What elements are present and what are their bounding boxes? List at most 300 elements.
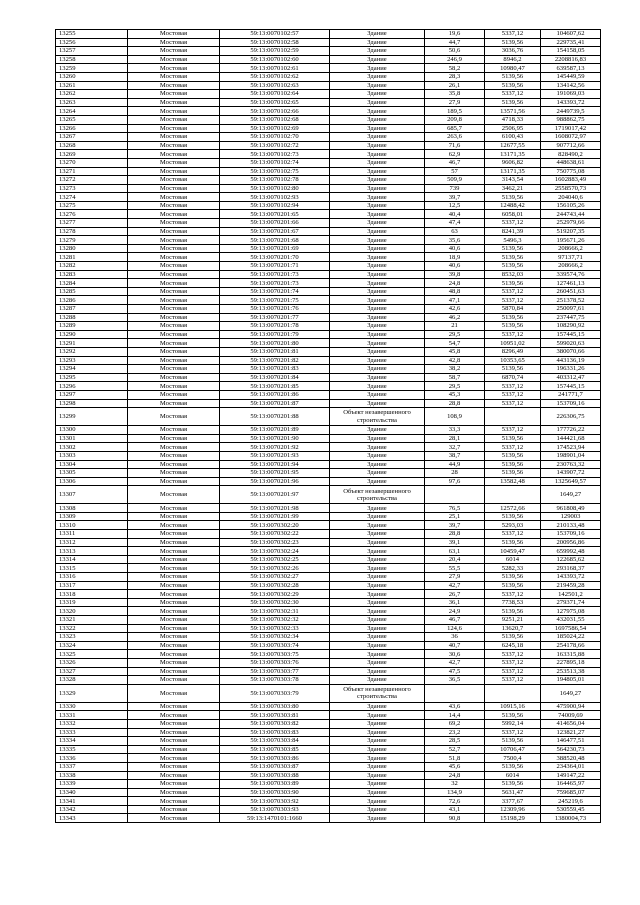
- area-cell: 27,9: [425, 98, 485, 107]
- cadastral-number-cell: 59:13:0070303:81: [220, 711, 330, 720]
- cadastral-number-cell: 59:13:0070302:29: [220, 590, 330, 599]
- row-number-cell: 13279: [56, 236, 128, 245]
- object-type-cell: Здание: [330, 287, 425, 296]
- street-name-cell: Мостовая: [128, 564, 220, 573]
- cadastral-number-cell: 59:13:0070102:94: [220, 201, 330, 210]
- cadastral-number-cell: 59:13:0070201:97: [220, 486, 330, 504]
- cadastral-value-cell: 97137,71: [541, 253, 601, 262]
- row-number-cell: 13338: [56, 771, 128, 780]
- row-number-cell: 13270: [56, 158, 128, 167]
- street-name-cell: Мостовая: [128, 210, 220, 219]
- object-type-cell: Здание: [330, 598, 425, 607]
- unit-cost-cell: 8296,49: [485, 347, 541, 356]
- cadastral-value-cell: 1325649,57: [541, 477, 601, 486]
- street-name-cell: Мостовая: [128, 719, 220, 728]
- object-type-cell: Здание: [330, 745, 425, 754]
- street-name-cell: Мостовая: [128, 658, 220, 667]
- street-name-cell: Мостовая: [128, 107, 220, 116]
- cadastral-value-cell: 252979,66: [541, 219, 601, 228]
- table-row: [56, 270, 601, 279]
- cadastral-number-cell: 59:13:0070303:87: [220, 762, 330, 771]
- unit-cost-cell: 5496,3: [485, 236, 541, 245]
- cadastral-number-cell: 59:13:0070302:31: [220, 607, 330, 616]
- area-cell: 21: [425, 322, 485, 331]
- unit-cost-cell: 10459,47: [485, 547, 541, 556]
- cadastral-value-cell: 380070,66: [541, 347, 601, 356]
- row-number-cell: 13317: [56, 581, 128, 590]
- table-row: [56, 158, 601, 167]
- object-type-cell: Здание: [330, 390, 425, 399]
- street-name-cell: Мостовая: [128, 81, 220, 90]
- object-type-cell: Здание: [330, 72, 425, 81]
- unit-cost-cell: 13582,48: [485, 477, 541, 486]
- street-name-cell: Мостовая: [128, 399, 220, 408]
- area-cell: 124,6: [425, 624, 485, 633]
- object-type-cell: Здание: [330, 573, 425, 582]
- cadastral-number-cell: 59:13:0070102:60: [220, 55, 330, 64]
- cadastral-number-cell: 59:13:0070102:69: [220, 124, 330, 133]
- row-number-cell: 13307: [56, 486, 128, 504]
- street-name-cell: Мостовая: [128, 633, 220, 642]
- object-type-cell: Здание: [330, 115, 425, 124]
- unit-cost-cell: 6245,18: [485, 641, 541, 650]
- cadastral-number-cell: 59:13:0070201:95: [220, 469, 330, 478]
- cadastral-value-cell: 1649,27: [541, 684, 601, 702]
- unit-cost-cell: 5337,12: [485, 399, 541, 408]
- table-row: [56, 624, 601, 633]
- area-cell: 12,5: [425, 201, 485, 210]
- object-type-cell: Здание: [330, 477, 425, 486]
- table-row: [56, 667, 601, 676]
- cadastral-value-cell: 226306,75: [541, 408, 601, 426]
- unit-cost-cell: 5870,84: [485, 305, 541, 314]
- unit-cost-cell: 5139,56: [485, 607, 541, 616]
- table-row: [56, 598, 601, 607]
- object-type-cell: Здание: [330, 30, 425, 39]
- row-number-cell: 13328: [56, 676, 128, 685]
- table-row: [56, 124, 601, 133]
- object-type-cell: Здание: [330, 762, 425, 771]
- cadastral-value-cell: 156105,26: [541, 201, 601, 210]
- area-cell: 28,8: [425, 530, 485, 539]
- cadastral-number-cell: 59:13:0070201:78: [220, 322, 330, 331]
- table-row: [56, 745, 601, 754]
- object-type-cell: Здание: [330, 650, 425, 659]
- area-cell: 97,6: [425, 477, 485, 486]
- area-cell: 35,8: [425, 90, 485, 99]
- street-name-cell: Мостовая: [128, 64, 220, 73]
- street-name-cell: Мостовая: [128, 504, 220, 513]
- cadastral-number-cell: 59:13:0070102:58: [220, 38, 330, 47]
- area-cell: 42,8: [425, 356, 485, 365]
- street-name-cell: Мостовая: [128, 771, 220, 780]
- table-row: [56, 702, 601, 711]
- table-row: [56, 115, 601, 124]
- row-number-cell: 13341: [56, 797, 128, 806]
- row-number-cell: 13322: [56, 624, 128, 633]
- table-row: [56, 573, 601, 582]
- cadastral-value-cell: 448638,61: [541, 158, 601, 167]
- street-name-cell: Мостовая: [128, 330, 220, 339]
- unit-cost-cell: 13171,35: [485, 167, 541, 176]
- object-type-cell: Здание: [330, 141, 425, 150]
- table-row: [56, 814, 601, 823]
- street-name-cell: Мостовая: [128, 339, 220, 348]
- row-number-cell: 13336: [56, 754, 128, 763]
- row-number-cell: 13326: [56, 658, 128, 667]
- row-number-cell: 13269: [56, 150, 128, 159]
- cadastral-value-cell: 388520,48: [541, 754, 601, 763]
- area-cell: 50,6: [425, 47, 485, 56]
- cadastral-value-cell: 185024,22: [541, 633, 601, 642]
- unit-cost-cell: 12309,96: [485, 805, 541, 814]
- row-number-cell: 13310: [56, 521, 128, 530]
- table-row: [56, 55, 601, 64]
- table-row: [56, 460, 601, 469]
- unit-cost-cell: 10915,16: [485, 702, 541, 711]
- table-row: [56, 676, 601, 685]
- unit-cost-cell: 5337,12: [485, 667, 541, 676]
- cadastral-value-cell: 163315,88: [541, 650, 601, 659]
- object-type-cell: Здание: [330, 805, 425, 814]
- row-number-cell: 13290: [56, 330, 128, 339]
- table-row: [56, 347, 601, 356]
- cadastral-number-cell: 59:13:0070303:88: [220, 771, 330, 780]
- table-row: [56, 512, 601, 521]
- cadastral-number-cell: 59:13:0070201:92: [220, 443, 330, 452]
- table-row: [56, 547, 601, 556]
- object-type-cell: Здание: [330, 667, 425, 676]
- cadastral-value-cell: 2558570,73: [541, 184, 601, 193]
- cadastral-number-cell: 59:13:0070201:87: [220, 399, 330, 408]
- street-name-cell: Мостовая: [128, 486, 220, 504]
- object-type-cell: Здание: [330, 633, 425, 642]
- cadastral-number-cell: 59:13:0070201:69: [220, 244, 330, 253]
- object-type-cell: Здание: [330, 313, 425, 322]
- row-number-cell: 13275: [56, 201, 128, 210]
- row-number-cell: 13257: [56, 47, 128, 56]
- cadastral-number-cell: 59:13:0070201:88: [220, 408, 330, 426]
- cadastral-value-cell: 639587,13: [541, 64, 601, 73]
- cadastral-value-cell: 759685,07: [541, 788, 601, 797]
- area-cell: 39,7: [425, 193, 485, 202]
- area-cell: 29,5: [425, 382, 485, 391]
- unit-cost-cell: 3143,54: [485, 176, 541, 185]
- area-cell: 24,8: [425, 279, 485, 288]
- object-type-cell: Здание: [330, 460, 425, 469]
- table-row: [56, 719, 601, 728]
- street-name-cell: Мостовая: [128, 477, 220, 486]
- area-cell: 71,6: [425, 141, 485, 150]
- cadastral-number-cell: 59:13:0070201:77: [220, 313, 330, 322]
- street-name-cell: Мостовая: [128, 167, 220, 176]
- unit-cost-cell: 5139,56: [485, 633, 541, 642]
- unit-cost-cell: 5139,56: [485, 262, 541, 271]
- object-type-cell: Здание: [330, 711, 425, 720]
- table-row: [56, 564, 601, 573]
- unit-cost-cell: 5337,12: [485, 443, 541, 452]
- unit-cost-cell: 5139,56: [485, 762, 541, 771]
- row-number-cell: 13284: [56, 279, 128, 288]
- row-number-cell: 13273: [56, 184, 128, 193]
- table-row: [56, 279, 601, 288]
- unit-cost-cell: 5139,56: [485, 365, 541, 374]
- table-row: [56, 426, 601, 435]
- area-cell: 25,1: [425, 512, 485, 521]
- unit-cost-cell: 5139,56: [485, 711, 541, 720]
- table-row: [56, 477, 601, 486]
- object-type-cell: Здание: [330, 399, 425, 408]
- row-number-cell: 13286: [56, 296, 128, 305]
- unit-cost-cell: 5139,56: [485, 581, 541, 590]
- area-cell: 63,1: [425, 547, 485, 556]
- table-row: [56, 30, 601, 39]
- object-type-cell: Здание: [330, 38, 425, 47]
- object-type-cell: Здание: [330, 236, 425, 245]
- object-type-cell: Здание: [330, 658, 425, 667]
- street-name-cell: Мостовая: [128, 47, 220, 56]
- cadastral-number-cell: 59:13:0070201:75: [220, 296, 330, 305]
- area-cell: 36,1: [425, 598, 485, 607]
- cadastral-value-cell: 144421,68: [541, 434, 601, 443]
- unit-cost-cell: 5337,12: [485, 90, 541, 99]
- row-number-cell: 13333: [56, 728, 128, 737]
- area-cell: 189,5: [425, 107, 485, 116]
- unit-cost-cell: 15198,29: [485, 814, 541, 823]
- unit-cost-cell: 5337,12: [485, 590, 541, 599]
- cadastral-number-cell: 59:13:0070102:75: [220, 167, 330, 176]
- row-number-cell: 13274: [56, 193, 128, 202]
- street-name-cell: Мостовая: [128, 184, 220, 193]
- cadastral-value-cell: 2449739,5: [541, 107, 601, 116]
- cadastral-value-cell: 143393,72: [541, 573, 601, 582]
- object-type-cell: Здание: [330, 167, 425, 176]
- cadastral-number-cell: 59:13:0070201:66: [220, 219, 330, 228]
- unit-cost-cell: 5139,56: [485, 193, 541, 202]
- unit-cost-cell: 7500,4: [485, 754, 541, 763]
- unit-cost-cell: 12572,66: [485, 504, 541, 513]
- cadastral-number-cell: 59:13:0070303:83: [220, 728, 330, 737]
- table-row: [56, 193, 601, 202]
- area-cell: 45,6: [425, 762, 485, 771]
- unit-cost-cell: 9606,82: [485, 158, 541, 167]
- area-cell: 58,2: [425, 64, 485, 73]
- cadastral-number-cell: 59:13:0070302:28: [220, 581, 330, 590]
- row-number-cell: 13293: [56, 356, 128, 365]
- cadastral-value-cell: 254178,66: [541, 641, 601, 650]
- row-number-cell: 13267: [56, 133, 128, 142]
- area-cell: 134,9: [425, 788, 485, 797]
- object-type-cell: Здание: [330, 365, 425, 374]
- cadastral-number-cell: 59:13:0070201:73: [220, 279, 330, 288]
- cadastral-number-cell: 59:13:0070102:62: [220, 72, 330, 81]
- unit-cost-cell: 13571,56: [485, 107, 541, 116]
- cadastral-number-cell: 59:13:0070102:64: [220, 90, 330, 99]
- object-type-cell: Здание: [330, 219, 425, 228]
- area-cell: 55,5: [425, 564, 485, 573]
- street-name-cell: Мостовая: [128, 347, 220, 356]
- area-cell: 46,7: [425, 158, 485, 167]
- street-name-cell: Мостовая: [128, 469, 220, 478]
- unit-cost-cell: 5337,12: [485, 658, 541, 667]
- area-cell: 739: [425, 184, 485, 193]
- object-type-cell: Здание: [330, 728, 425, 737]
- street-name-cell: Мостовая: [128, 219, 220, 228]
- unit-cost-cell: [485, 684, 541, 702]
- cadastral-number-cell: 59:13:0070303:82: [220, 719, 330, 728]
- row-number-cell: 13302: [56, 443, 128, 452]
- unit-cost-cell: 10353,65: [485, 356, 541, 365]
- cadastral-value-cell: 134142,56: [541, 81, 601, 90]
- street-name-cell: Мостовая: [128, 780, 220, 789]
- object-type-cell: Здание: [330, 434, 425, 443]
- area-cell: 46,2: [425, 313, 485, 322]
- cadastral-number-cell: 59:13:0070102:72: [220, 141, 330, 150]
- table-row: [56, 684, 601, 702]
- cadastral-value-cell: 123821,27: [541, 728, 601, 737]
- street-name-cell: Мостовая: [128, 426, 220, 435]
- street-name-cell: Мостовая: [128, 443, 220, 452]
- object-type-cell: Здание: [330, 176, 425, 185]
- unit-cost-cell: 5139,56: [485, 434, 541, 443]
- cadastral-number-cell: 59:13:0070102:57: [220, 30, 330, 39]
- unit-cost-cell: 5337,12: [485, 530, 541, 539]
- unit-cost-cell: 5139,56: [485, 460, 541, 469]
- cadastral-value-cell: 174523,94: [541, 443, 601, 452]
- unit-cost-cell: 5139,56: [485, 313, 541, 322]
- street-name-cell: Мостовая: [128, 797, 220, 806]
- unit-cost-cell: 5139,56: [485, 244, 541, 253]
- unit-cost-cell: 5139,56: [485, 279, 541, 288]
- table-row: [56, 771, 601, 780]
- row-number-cell: 13309: [56, 512, 128, 521]
- cadastral-number-cell: 59:13:0070303:90: [220, 788, 330, 797]
- street-name-cell: Мостовая: [128, 279, 220, 288]
- street-name-cell: Мостовая: [128, 201, 220, 210]
- area-cell: 209,8: [425, 115, 485, 124]
- cadastral-number-cell: 59:13:0070201:71: [220, 262, 330, 271]
- street-name-cell: Мостовая: [128, 38, 220, 47]
- area-cell: 43,6: [425, 702, 485, 711]
- cadastral-value-cell: 143393,72: [541, 98, 601, 107]
- object-type-cell: Здание: [330, 262, 425, 271]
- cadastral-number-cell: 59:13:0070302:34: [220, 633, 330, 642]
- street-name-cell: Мостовая: [128, 176, 220, 185]
- cadastral-value-cell: 227895,18: [541, 658, 601, 667]
- table-row: [56, 633, 601, 642]
- table-row: [56, 373, 601, 382]
- street-name-cell: Мостовая: [128, 150, 220, 159]
- object-type-cell: Здание: [330, 754, 425, 763]
- object-type-cell: Здание: [330, 702, 425, 711]
- street-name-cell: Мостовая: [128, 684, 220, 702]
- area-cell: 19,6: [425, 30, 485, 39]
- table-row: [56, 658, 601, 667]
- unit-cost-cell: 6100,43: [485, 133, 541, 142]
- table-row: [56, 339, 601, 348]
- area-cell: 24,9: [425, 607, 485, 616]
- cadastral-value-cell: 200956,86: [541, 538, 601, 547]
- unit-cost-cell: 13620,7: [485, 624, 541, 633]
- row-number-cell: 13300: [56, 426, 128, 435]
- area-cell: 46,7: [425, 616, 485, 625]
- object-type-cell: Здание: [330, 521, 425, 530]
- cadastral-value-cell: 659992,48: [541, 547, 601, 556]
- row-number-cell: 13298: [56, 399, 128, 408]
- street-name-cell: Мостовая: [128, 72, 220, 81]
- table-row: [56, 133, 601, 142]
- cadastral-number-cell: 59:13:0070102:68: [220, 115, 330, 124]
- area-cell: 30,6: [425, 650, 485, 659]
- row-number-cell: 13261: [56, 81, 128, 90]
- cadastral-value-cell: 194805,01: [541, 676, 601, 685]
- cadastral-value-cell: 564230,73: [541, 745, 601, 754]
- street-name-cell: Мостовая: [128, 555, 220, 564]
- area-cell: 36,5: [425, 676, 485, 685]
- unit-cost-cell: 5139,56: [485, 451, 541, 460]
- street-name-cell: Мостовая: [128, 745, 220, 754]
- table-row: [56, 434, 601, 443]
- object-type-cell: Здание: [330, 676, 425, 685]
- unit-cost-cell: 6058,01: [485, 210, 541, 219]
- cadastral-value-cell: 244743,44: [541, 210, 601, 219]
- table-row: [56, 797, 601, 806]
- cadastral-number-cell: 59:13:0070302:30: [220, 598, 330, 607]
- unit-cost-cell: 5337,12: [485, 728, 541, 737]
- area-cell: [425, 684, 485, 702]
- table-row: [56, 451, 601, 460]
- street-name-cell: Мостовая: [128, 236, 220, 245]
- table-row: [56, 330, 601, 339]
- row-number-cell: 13288: [56, 313, 128, 322]
- street-name-cell: Мостовая: [128, 728, 220, 737]
- cadastral-value-cell: 149147,22: [541, 771, 601, 780]
- unit-cost-cell: 5337,12: [485, 219, 541, 228]
- area-cell: 44,9: [425, 460, 485, 469]
- area-cell: 45,8: [425, 347, 485, 356]
- cadastral-value-cell: 195671,26: [541, 236, 601, 245]
- area-cell: 23,2: [425, 728, 485, 737]
- cadastral-number-cell: 59:13:0070302:24: [220, 547, 330, 556]
- cadastral-value-cell: 104607,62: [541, 30, 601, 39]
- table-row: [56, 322, 601, 331]
- cadastral-number-cell: 59:13:0070201:82: [220, 356, 330, 365]
- row-number-cell: 13292: [56, 347, 128, 356]
- cadastral-number-cell: 59:13:0070102:93: [220, 193, 330, 202]
- street-name-cell: Мостовая: [128, 598, 220, 607]
- area-cell: 76,5: [425, 504, 485, 513]
- row-number-cell: 13285: [56, 287, 128, 296]
- street-name-cell: Мостовая: [128, 193, 220, 202]
- area-cell: 54,7: [425, 339, 485, 348]
- street-name-cell: Мостовая: [128, 711, 220, 720]
- cadastral-value-cell: 230763,32: [541, 460, 601, 469]
- row-number-cell: 13260: [56, 72, 128, 81]
- cadastral-value-cell: 241771,7: [541, 390, 601, 399]
- object-type-cell: Здание: [330, 150, 425, 159]
- street-name-cell: Мостовая: [128, 814, 220, 823]
- table-row: [56, 399, 601, 408]
- unit-cost-cell: 5337,12: [485, 650, 541, 659]
- table-row: [56, 737, 601, 746]
- cadastral-value-cell: 828490,2: [541, 150, 601, 159]
- street-name-cell: Мостовая: [128, 538, 220, 547]
- street-name-cell: Мостовая: [128, 530, 220, 539]
- row-number-cell: 13278: [56, 227, 128, 236]
- object-type-cell: Здание: [330, 270, 425, 279]
- cadastral-value-cell: 293168,37: [541, 564, 601, 573]
- table-row: [56, 219, 601, 228]
